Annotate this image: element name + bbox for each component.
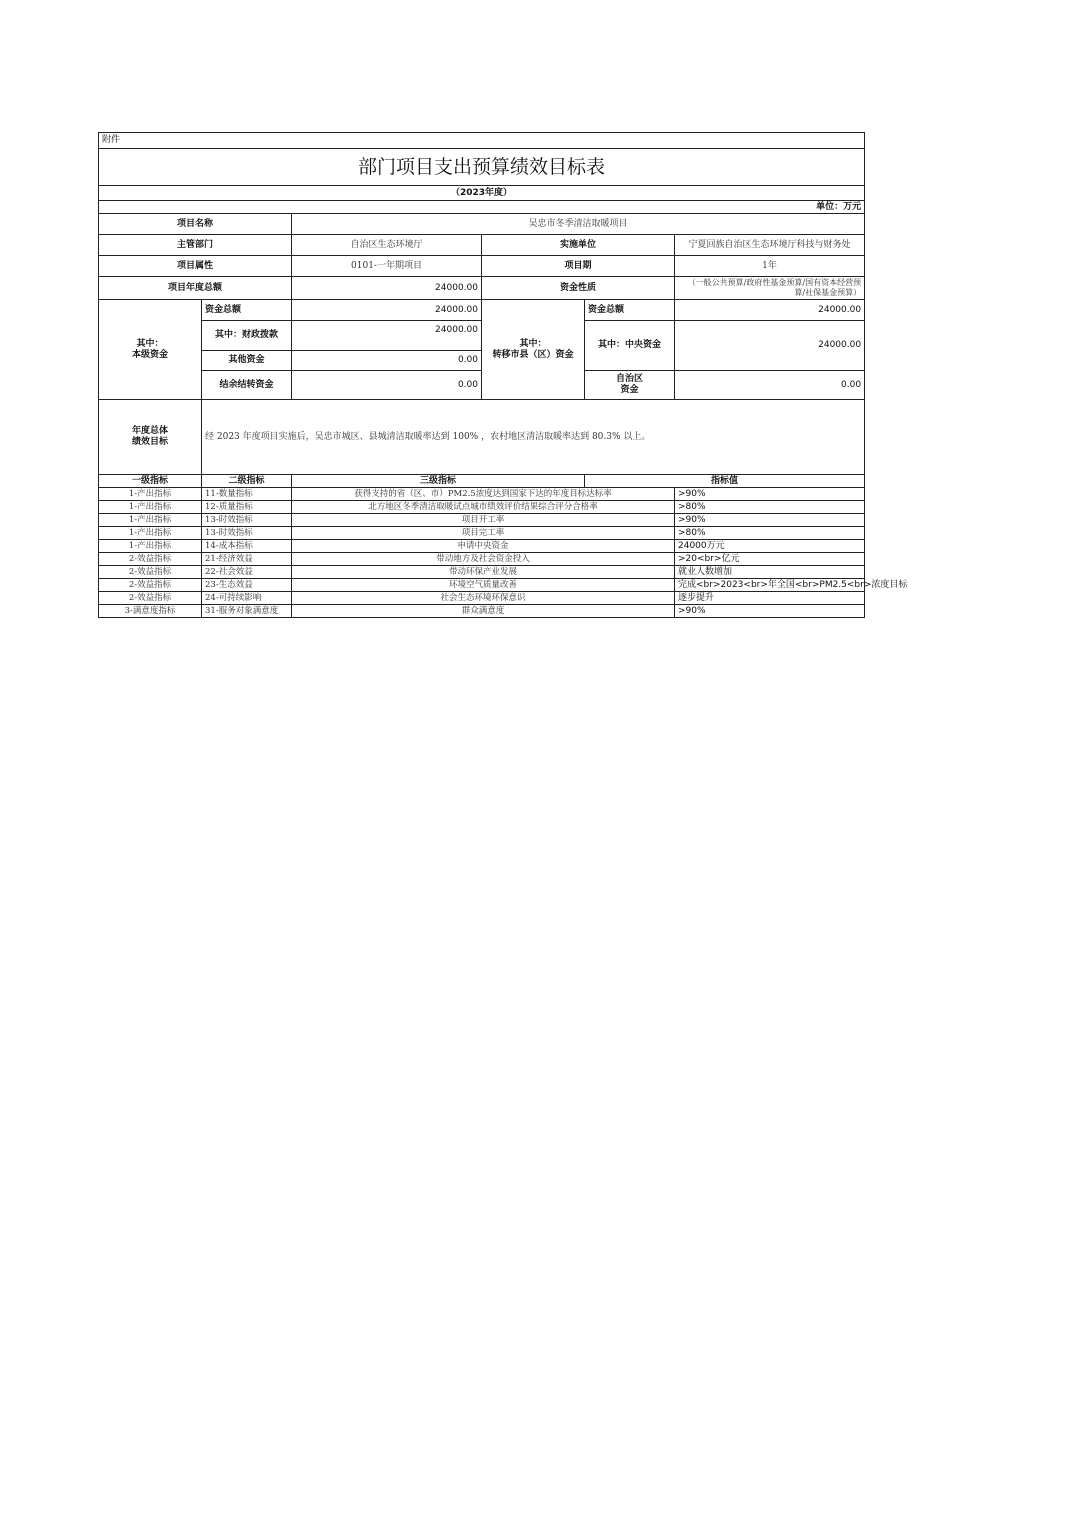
- indicator-l3: 环境空气质量改善: [292, 579, 675, 592]
- indicator-value: 完成<br>2023<br>年全国<br>PM2.5<br>浓度目标: [675, 579, 865, 592]
- indicator-l1: 1-产出指标: [99, 488, 202, 501]
- project-period-value: 1年: [675, 256, 865, 277]
- indicator-header-value: 指标值: [585, 475, 865, 488]
- project-name-label: 项目名称: [99, 214, 292, 235]
- indicator-l3: 申请中央资金: [292, 540, 675, 553]
- indicator-l1: 2-效益指标: [99, 592, 202, 605]
- indicator-value: >90%: [675, 605, 865, 618]
- page-title: 部门项目支出预算绩效目标表: [99, 149, 865, 186]
- fund-total-right-label: 资金总额: [585, 300, 675, 321]
- central-funds-value: 24000.00: [675, 321, 865, 371]
- indicator-l3: 北方地区冬季清洁取暖试点城市绩效评价结果综合评分合格率: [292, 501, 675, 514]
- transfer-funds-label: 其中： 转移市县（区）资金: [482, 300, 585, 400]
- indicator-l3: 带动环保产业发展: [292, 566, 675, 579]
- indicator-row: [99, 605, 865, 618]
- indicator-row: [99, 592, 865, 605]
- project-attr-label: 项目属性: [99, 256, 292, 277]
- annual-goal-value: 经 2023 年度项目实施后，吴忠市城区、县城清洁取暖率达到 100% ，农村地区清洁取暖率达到 80.3% 以上。: [202, 400, 865, 475]
- indicator-value: >80%: [675, 527, 865, 540]
- indicator-l3: 获得支持的省（区、市）PM2.5浓度达到国家下达的年度目标达标率: [292, 488, 675, 501]
- project-period-label: 项目期: [482, 256, 675, 277]
- indicator-l3: 社会生态环境环保意识: [292, 592, 675, 605]
- indicator-row: [99, 566, 865, 579]
- indicator-l3: 群众满意度: [292, 605, 675, 618]
- own-funds-label: 其中： 本级资金: [99, 300, 202, 400]
- indicator-value: >90%: [675, 488, 865, 501]
- project-attr-value: 0101-一年期项目: [292, 256, 482, 277]
- indicator-l2: 23-生态效益: [202, 579, 292, 592]
- unit-label: 单位：万元: [99, 201, 865, 214]
- impl-unit-label: 实施单位: [482, 235, 675, 256]
- indicator-l1: 2-效益指标: [99, 553, 202, 566]
- carryover-value: 0.00: [292, 371, 482, 400]
- impl-unit-value: 宁夏回族自治区生态环境厅科技与财务处: [675, 235, 865, 256]
- region-funds-value: 0.00: [675, 371, 865, 400]
- indicator-value: >20<br>亿元: [675, 553, 865, 566]
- other-funds-label: 其他资金: [202, 351, 292, 371]
- central-funds-label: 其中：中央资金: [585, 321, 675, 371]
- project-name-value: 吴忠市冬季清洁取暖项目: [292, 214, 865, 235]
- indicator-l1: 1-产出指标: [99, 514, 202, 527]
- carryover-label: 结余结转资金: [202, 371, 292, 400]
- indicator-l2: 11-数量指标: [202, 488, 292, 501]
- dept-value: 自治区生态环境厅: [292, 235, 482, 256]
- attachment-label: 附件: [99, 133, 865, 149]
- indicator-value: 逐步提升: [675, 592, 865, 605]
- other-funds-value: 0.00: [292, 351, 482, 371]
- indicator-header-l2: 二级指标: [202, 475, 292, 488]
- indicator-l1: 2-效益指标: [99, 566, 202, 579]
- year-label: （2023年度）: [99, 186, 865, 201]
- indicator-l1: 2-效益指标: [99, 579, 202, 592]
- fund-total-left-label: 资金总额: [202, 300, 292, 321]
- region-funds-label: 自治区 资金: [585, 371, 675, 400]
- indicator-value: >90%: [675, 514, 865, 527]
- indicator-value: >80%: [675, 501, 865, 514]
- indicator-l2: 22-社会效益: [202, 566, 292, 579]
- annual-total-label: 项目年度总额: [99, 277, 292, 300]
- indicator-l1: 1-产出指标: [99, 540, 202, 553]
- indicator-l2: 13-时效指标: [202, 514, 292, 527]
- fund-nature-value: （一般公共预算/政府性基金预算/国有资本经营预算/社保基金预算）: [675, 277, 865, 300]
- indicator-value: 就业人数增加: [675, 566, 865, 579]
- indicator-l3: 项目完工率: [292, 527, 675, 540]
- indicator-table: [98, 487, 908, 618]
- fund-total-right-value: 24000.00: [675, 300, 865, 321]
- indicator-header-l3: 三级指标: [292, 475, 585, 488]
- dept-label: 主管部门: [99, 235, 292, 256]
- fiscal-alloc-label: 其中：财政拨款: [202, 321, 292, 351]
- indicator-l2: 31-服务对象满意度: [202, 605, 292, 618]
- budget-sheet: [98, 132, 908, 618]
- indicator-l2: 13-时效指标: [202, 527, 292, 540]
- indicator-l2: 12-质量指标: [202, 501, 292, 514]
- indicator-row: [99, 579, 865, 592]
- indicator-row: [99, 553, 865, 566]
- indicator-l1: 1-产出指标: [99, 527, 202, 540]
- indicator-header-l1: 一级指标: [99, 475, 202, 488]
- indicator-row: [99, 488, 865, 501]
- fund-nature-label: 资金性质: [482, 277, 675, 300]
- indicator-l1: 1-产出指标: [99, 501, 202, 514]
- indicator-l2: 14-成本指标: [202, 540, 292, 553]
- indicator-row: [99, 527, 865, 540]
- indicator-row: [99, 540, 865, 553]
- fund-total-left-value: 24000.00: [292, 300, 482, 321]
- indicator-l3: 带动地方及社会资金投入: [292, 553, 675, 566]
- fiscal-alloc-value: 24000.00: [292, 321, 482, 351]
- indicator-l2: 21-经济效益: [202, 553, 292, 566]
- performance-table: [98, 132, 865, 488]
- annual-goal-label: 年度总体 绩效目标: [99, 400, 202, 475]
- indicator-l1: 3-满意度指标: [99, 605, 202, 618]
- annual-total-value: 24000.00: [292, 277, 482, 300]
- indicator-value: 24000万元: [675, 540, 865, 553]
- indicator-row: [99, 514, 865, 527]
- indicator-l3: 项目开工率: [292, 514, 675, 527]
- indicator-row: [99, 501, 865, 514]
- indicator-l2: 24-可持续影响: [202, 592, 292, 605]
